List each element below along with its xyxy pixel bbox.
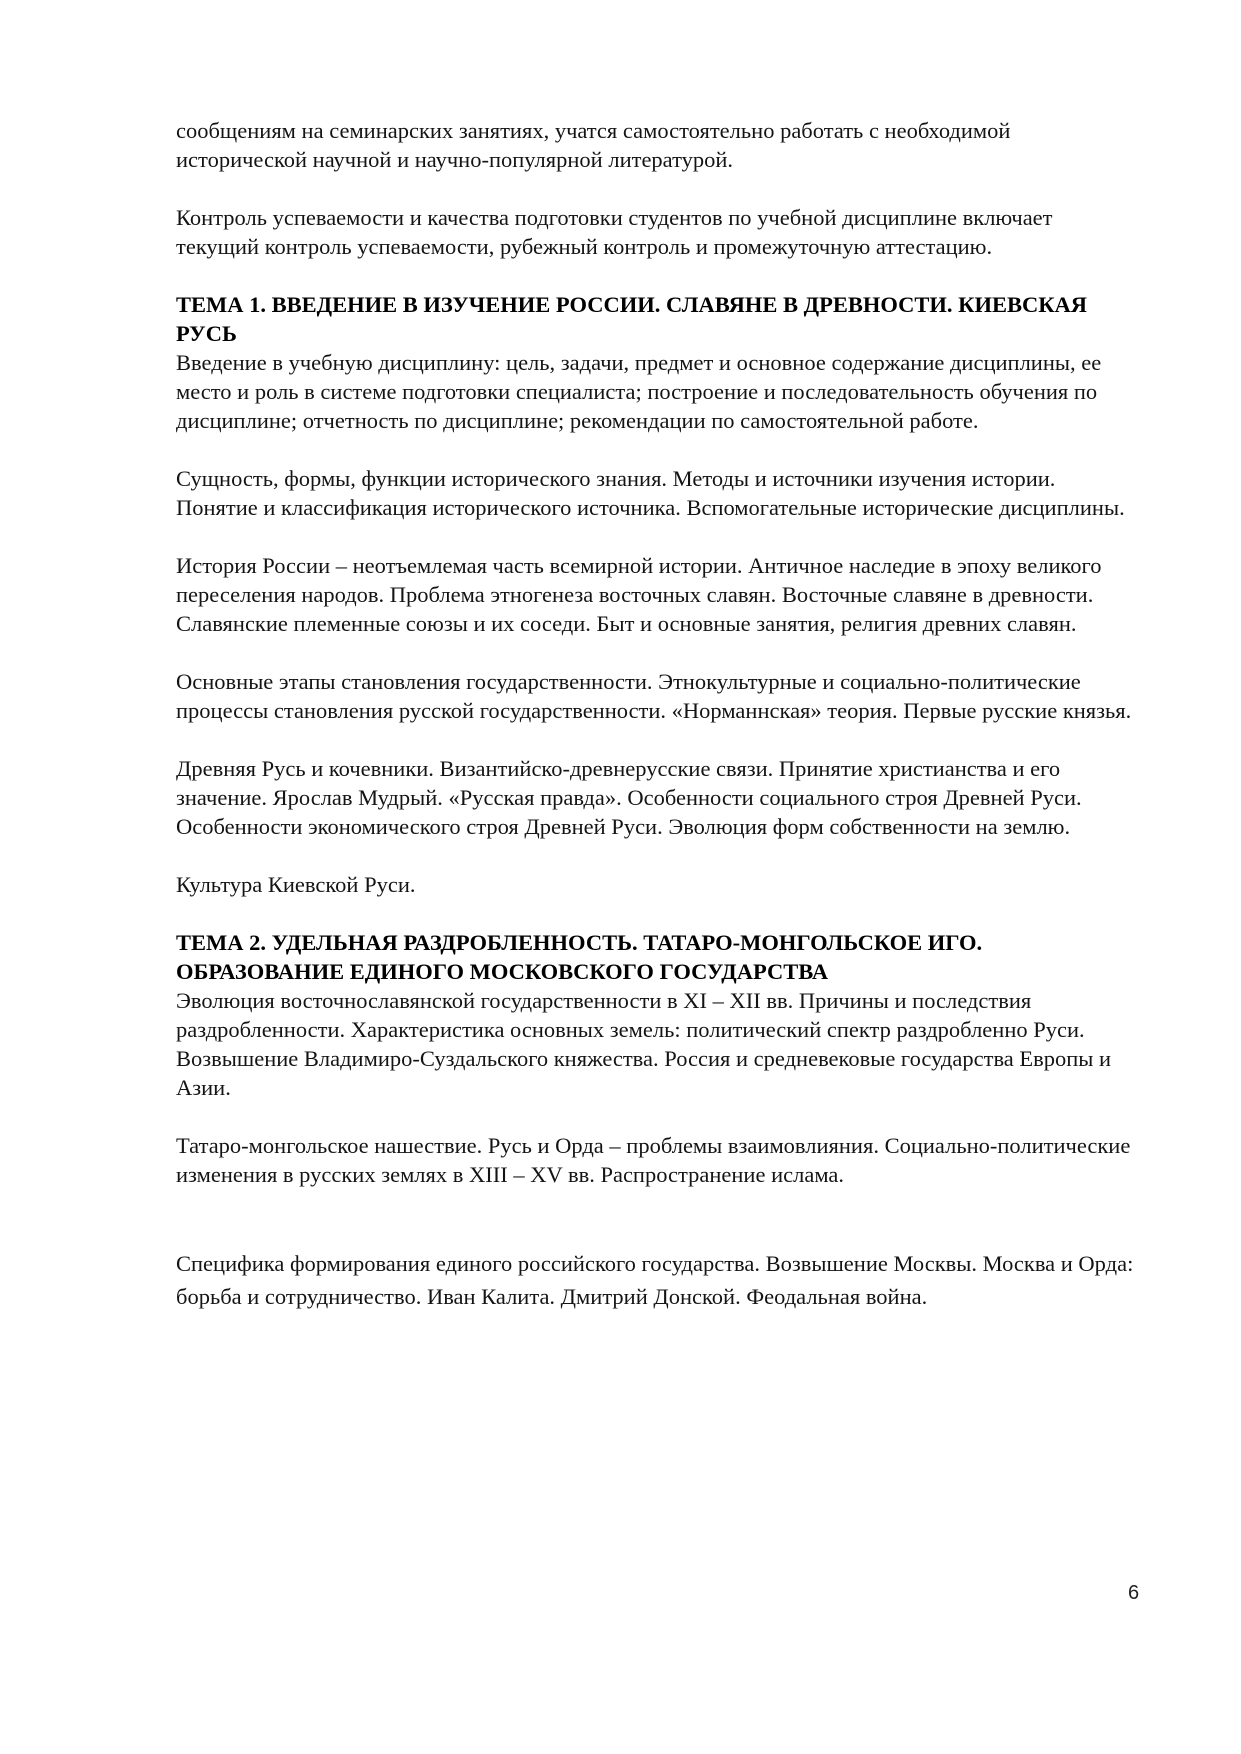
topic-1-paragraph: Основные этапы становления государственности. Этнокультурные и социально-политические процессы становления русской государственности. «Норманнская» теория. Первые русские князья. [176, 669, 1132, 723]
topic-1-paragraph: История России – неотъемлемая часть всемирной истории. Античное наследие в эпоху великого переселения народов. Проблема этногенеза восточных славян. Восточные славяне в древности. Славянские племенные союзы и их соседи. Быт и основные занятия, религия древних славян. [176, 553, 1102, 636]
intro-paragraph: Контроль успеваемости и качества подготовки студентов по учебной дисциплине включает текущий контроль успеваемости, рубежный контроль и промежуточную аттестацию. [176, 205, 1053, 259]
topic-2-paragraph: Специфика формирования единого российского государства. Возвышение Москвы. Москва и Орда: борьба и сотрудничество. Иван Калита. Дмитрий Донской. Феодальная война. [176, 1251, 1134, 1309]
topic-1-heading: ТЕМА 1. ВВЕДЕНИЕ В ИЗУЧЕНИЕ РОССИИ. СЛАВЯНЕ В ДРЕВНОСТИ. КИЕВСКАЯ РУСЬ [176, 292, 1088, 346]
topic-2-paragraph: Эволюция восточнославянской государственности в XI – XII вв. Причины и последствия раздробленности. Характеристика основных земель: политический спектр раздробленно Руси. Возвышение Владимиро-Суздальского княжества. Россия и средневековые государства Европы и Азии. [176, 988, 1112, 1100]
intro-paragraph: сообщениям на семинарских занятиях, учатся самостоятельно работать с необходимой исторической научной и научно-популярной литературой. [176, 118, 1011, 172]
topic-1-paragraph: Культура Киевской Руси. [176, 872, 416, 897]
page-number: 6 [1128, 1582, 1140, 1604]
topic-2-paragraph: Татаро-монгольское нашествие. Русь и Орда – проблемы взаимовлияния. Социально-политические изменения в русских землях в XIII – XV вв. Распространение ислама. [176, 1133, 1131, 1187]
page-content [176, 116, 1136, 1342]
topic-1-paragraph: Древняя Русь и кочевники. Византийско-древнерусские связи. Принятие христианства и его значение. Ярослав Мудрый. «Русская правда». Особенности социального строя Древней Руси. Особенности экономического строя Древней Руси. Эволюция форм собственности на землю. [176, 756, 1082, 839]
topic-1-paragraph: Введение в учебную дисциплину: цель, задачи, предмет и основное содержание дисциплины, ее место и роль в системе подготовки специалиста; построение и последовательность обучения по дисциплине; отчетность по дисциплине; рекомендации по самостоятельной работе. [176, 350, 1102, 433]
topic-1-paragraph: Сущность, формы, функции исторического знания. Методы и источники изучения истории. Понятие и классификация исторического источника. Вспомогательные исторические дисциплины. [176, 466, 1125, 520]
topic-2-heading: ТЕМА 2. УДЕЛЬНАЯ РАЗДРОБЛЕННОСТЬ. ТАТАРО-МОНГОЛЬСКОЕ ИГО. ОБРАЗОВАНИЕ ЕДИНОГО МОСКОВСКОГО ГОСУДАРСТВА [176, 930, 983, 984]
